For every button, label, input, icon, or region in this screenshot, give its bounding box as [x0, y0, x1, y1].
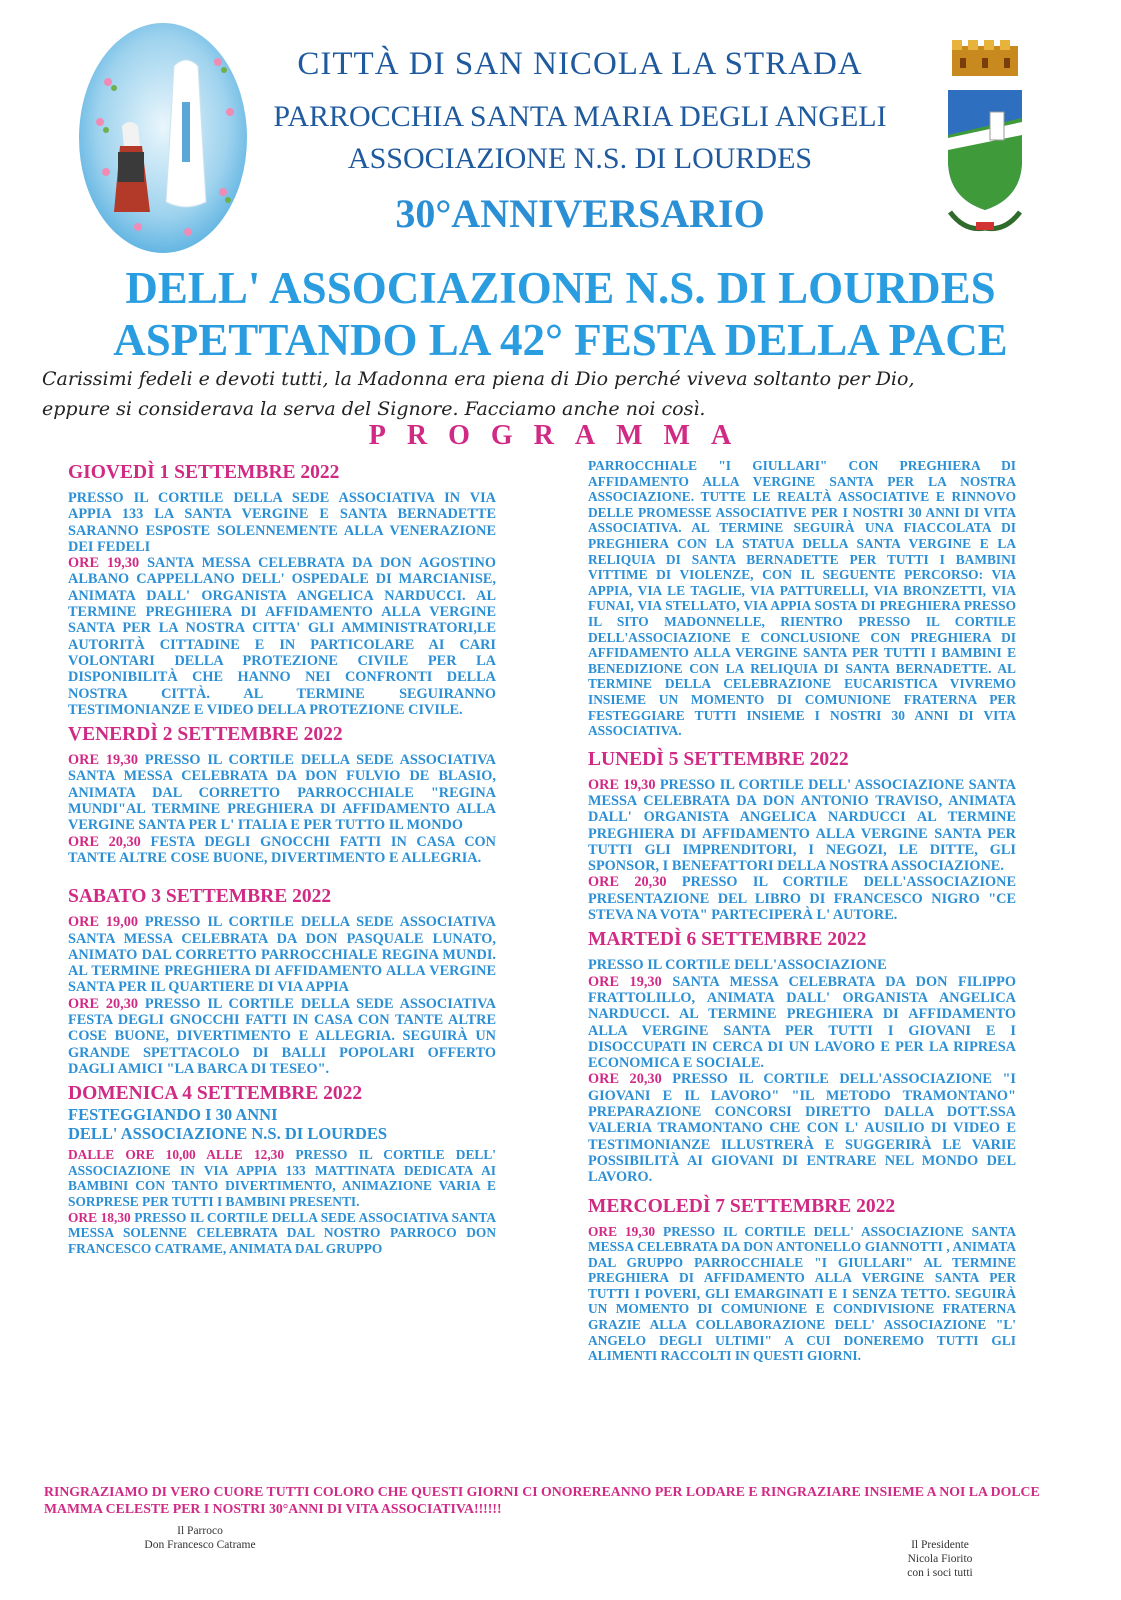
day5-text1: PRESSO IL CORTILE DELL' ASSOCIAZIONE SANTA MESSA CELEBRATA DA DON ANTONIO TRAVISO, ANIMATA DALL' ORGANISTA ANGELICA NARDUCCI AL TERMINE PREGHIERA DI AFFIDAMENTO ALLA VERGINE SANTA PER TUTTI GLI IMPRENDITORI, I NEGOZI, LE DITTE, GLI SPONSOR, I BENEFATTORI DELLA NOSTRA ASSOCIAZIONE.: [588, 776, 1016, 875]
day2-paragraph1: [68, 752, 496, 833]
intro-line2: eppure si considerava la serva del Signore. Facciamo anche noi così.: [42, 398, 706, 420]
parroco-signature-block: [135, 1524, 265, 1552]
day-title-martedi: MARTEDÌ 6 SETTEMBRE 2022: [588, 929, 867, 951]
day5-paragraph2: [588, 874, 1016, 923]
day4-time1: DALLE ORE 10,00 ALLE 12,30: [68, 1147, 285, 1163]
day5-text2: PRESSO IL CORTILE DELL'ASSOCIAZIONE PRESENTAZIONE DEL LIBRO DI FRANCESCO NIGRO "CE STEVA NA VOTA" PARTECIPERÀ L' AUTORE.: [588, 874, 1016, 924]
day-title-lunedi: LUNEDÌ 5 SETTEMBRE 2022: [588, 748, 849, 770]
day4-subtitle1: FESTEGGIANDO I 30 ANNI: [68, 1105, 278, 1125]
main-title-line2: ASPETTANDO LA 42° FESTA DELLA PACE: [113, 315, 1008, 365]
parroco-name: Don Francesco Catrame: [144, 1539, 256, 1551]
programma-heading: PROGRAMMA: [368, 420, 753, 451]
day6-text1: SANTA MESSA CELEBRATA DA DON FILIPPO FRATTOLILLO, ANIMATA DALL' ORGANISTA ANGELICA NARDUCCI. AL TERMINE PREGHIERA DI AFFIDAMENTO ALLA VERGINE SANTA PER TUTTI I GIOVANI E I DISOCCUPATI IN CERCA DI UN LAVORO E PER LA RIPRESA ECONOMICA E SOCIALE.: [588, 973, 1016, 1072]
day4-time2: ORE 18,30: [68, 1209, 131, 1225]
day-title-giovedi: GIOVEDÌ 1 SETTEMBRE 2022: [68, 462, 340, 483]
day5-paragraph1: [588, 777, 1016, 875]
day2-text2: FESTA DEGLI GNOCCHI FATTI IN CASA CON TANTE ALTRE COSE BUONE, DIVERTIMENTO E ALLEGRIA.: [68, 833, 496, 866]
left-column: [68, 462, 496, 1256]
madonna-lourdes-image: [78, 22, 248, 254]
day-title-mercoledi: MERCOLEDÌ 7 SETTEMBRE 2022: [588, 1195, 896, 1217]
day4-subtitle2: DELL' ASSOCIAZIONE N.S. DI LOURDES: [68, 1124, 388, 1144]
day2-text1: PRESSO IL CORTILE DELLA SEDE ASSOCIATIVA SANTA MESSA CELEBRATA DA DON FULVIO DE BLASIO, ANIMATA DAL CORRETTO PARROCCHIALE "REGINA MUNDI"AL TERMINE PREGHIERA DI AFFIDAMENTO ALLA VERGINE SANTA PER L' ITALIA E PER TUTTO IL MONDO: [68, 752, 496, 834]
day-title-domenica: DOMENICA 4 SETTEMBRE 2022: [68, 1083, 363, 1105]
day3-text1: PRESSO IL CORTILE DELLA SEDE ASSOCIATIVA SANTA MESSA CELEBRATA DA DON PASQUALE LUNATO, ANIMATO DAL CORRETTO PARROCCHIALE REGINA MUNDI. AL TERMINE PREGHIERA DI AFFIDAMENTO ALLA VERGINE SANTA PER IL QUARTIERE DI VIA APPIA: [68, 914, 496, 996]
day4-text1: PRESSO IL CORTILE DELL' ASSOCIAZIONE IN VIA APPIA 133 MATTINATA DEDICATA AI BAMBINI CON TANTO DIVERTIMENTO, ANIMAZIONE VARIA E SORPRESE PER TUTTI I BAMBINI PRESENTI.: [68, 1147, 496, 1209]
day7-time1: ORE 19,30: [588, 1223, 656, 1239]
day5-time1: ORE 19,30: [588, 776, 656, 793]
day6-time2: ORE 20,30: [588, 1071, 662, 1088]
parish-title: PARROCCHIA SANTA MARIA DEGLI ANGELI: [273, 100, 887, 133]
presidente-note: con i soci tutti: [907, 1567, 973, 1579]
parroco-role: Il Parroco: [177, 1525, 223, 1537]
right-column: [588, 458, 1016, 1364]
day3-paragraph2: [68, 996, 496, 1077]
day1-time2: ORE 19,30: [68, 555, 140, 572]
intro-line1: Carissimi fedeli e devoti tutti, la Madonna era piena di Dio perché viveva soltanto per Dio,: [42, 368, 915, 390]
coat-of-arms-image: [930, 40, 1040, 240]
day3-text2: PRESSO IL CORTILE DELLA SEDE ASSOCIATIVA FESTA DEGLI GNOCCHI FATTI IN CASA CON TANTE ALTRE COSE BUONE, DIVERTIMENTO E ALLEGRIA. SEGUIRÀ UN GRANDE SPETTACOLO DI BALLI POPOLARI OFFERTO DAGLI AMICI "LA BARCA DI TESEO".: [68, 995, 496, 1077]
association-title: ASSOCIAZIONE N.S. DI LOURDES: [347, 142, 813, 175]
city-title: CITTÀ DI SAN NICOLA LA STRADA: [297, 46, 863, 82]
day6-time1: ORE 19,30: [588, 973, 662, 990]
day1-text2: SANTA MESSA CELEBRATA DA DON AGOSTINO ALBANO CAPPELLANO DELL' OSPEDALE DI MARCIANISE, ANIMATA DALL' ORGANISTA ANGELICA NARDUCCI. AL TERMINE PREGHIERA DI AFFIDAMENTO ALLA VERGINE SANTA PER LA NOSTRA CITTA' GLI AMMINISTRATORI,LE AUTORITÀ CITTADINE E IN PARTICOLARE AI CARI VOLONTARI DELLA PROTEZIONE CIVILE PER LA DISPONIBILITÀ CHE HANNO NEI CONFRONTI DELLA NOSTRA CITTÀ. AL TERMINE SEGUIRANNO TESTIMONIANZE E VIDEO DELLA PROTEZIONE CIVILE.: [68, 555, 496, 718]
day7-text1: PRESSO IL CORTILE DELL' ASSOCIAZIONE SANTA MESSA CELEBRATA DA DON ANTONELLO GIANNOTTI , ANIMATA DAL GRUPPO PARROCCHIALE "I GIULLARI" AL TERMINE PREGHIERA DI AFFIDAMENTO ALLA VERGINE SANTA PER TUTTI I POVERI, GLI EMARGINATI E I SENZA TETTO. SEGUIRÀ UN MOMENTO DI COMUNIONE E CONDIVISIONE FRATERNA GRAZIE ALLA COLLABORAZIONE DELL' ASSOCIAZIONE "L' ANGELO DEGLI ULTIMI" A CUI DONEREMO TUTTI GLI ALIMENTI RACCOLTI IN QUESTI GIORNI.: [588, 1223, 1017, 1364]
thanks-footer: RINGRAZIAMO DI VERO CUORE TUTTI COLORO CHE QUESTI GIORNI CI ONOREREANNO PER LODARE E RINGRAZIARE INSIEME A NOI LA DOLCE MAMMA CELESTE PER I NOSTRI 30°ANNI DI VITA ASSOCIATIVA!!!!!!: [44, 1484, 1040, 1516]
anniversary-title: 30°ANNIVERSARIO: [395, 191, 765, 236]
main-title-line1: DELL' ASSOCIAZIONE N.S. DI LOURDES: [125, 263, 996, 313]
day7-paragraph1: [588, 1224, 1016, 1364]
day1-paragraph2: [68, 555, 496, 718]
day3-time1: ORE 19,00: [68, 914, 139, 931]
day4-text2: PRESSO IL CORTILE DELLA SEDE ASSOCIATIVA SANTA MESSA SOLENNE CELEBRATA DAL NOSTRO PARROCO DON FRANCESCO CATRAME, ANIMATA DAL GRUPPO: [68, 1209, 496, 1256]
day-title-sabato: SABATO 3 SETTEMBRE 2022: [68, 886, 332, 908]
day5-time2: ORE 20,30: [588, 874, 667, 891]
day4-continuation: PARROCCHIALE "I GIULLARI" CON PREGHIERA DI AFFIDAMENTO ALLA VERGINE SANTA PER LA NOSTRA ASSOCIAZIONE. TUTTE LE REALTÀ ASSOCIATIVE E RINNOVO DELLE PROMESSE ASSOCIATIVE PER I NOSTRI 30 ANNI DI VITA ASSOCIATIVA. AL TERMINE SEGUIRÀ UNA FIACCOLATA DI PREGHIERA CON LA STATUA DELLA SANTA VERGINE E LA RELIQUIA DI SANTA BERNADETTE PER TUTTI I BAMBINI VITTIME DI VIOLENZE, CON IL SEGUENTE PERCORSO: VIA APPIA, VIA LE TAGLIE, VIA PATTURELLI, VIA BRONZETTI, VIA FUNAI, VIA STELLATO, VIA APPIA SOSTA DI PREGHIERA PRESSO IL SITO MADONNELLE, RIENTRO PRESSO IL CORTILE DELL'ASSOCIAZIONE E CONCLUSIONE CON PREGHIERA DI AFFIDAMENTO ALLA VERGINE SANTA PER TUTTI I BAMBINI E BENEDIZIONE CON LA RELIQUIA DI SANTA BERNADETTE. AL TERMINE DELLA CELEBRAZIONE EUCARISTICA VIVREMO INSIEME UN MOMENTO DI COMUNIONE FRATERNA PER FESTEGGIARE TUTTI INSIEME I NOSTRI 30 ANNI DI VITA ASSOCIATIVA.: [588, 458, 1016, 739]
presidente-role: Il Presidente: [911, 1539, 969, 1551]
day1-paragraph1: PRESSO IL CORTILE DELLA SEDE ASSOCIATIVA IN VIA APPIA 133 LA SANTA VERGINE E SANTA BERNADETTE SARANNO ESPOSTE SOLENNEMENTE ALLA VENERAZIONE DEI FEDELI: [68, 490, 496, 555]
day2-time2: ORE 20,30: [68, 833, 141, 850]
day4-paragraph1: [68, 1147, 496, 1209]
day6-paragraph1: [588, 974, 1016, 1072]
day2-paragraph2: [68, 834, 496, 867]
presidente-name: Nicola Fiorito: [907, 1553, 973, 1565]
day6-paragraph2: [588, 1071, 1016, 1185]
day6-paragraph0: PRESSO IL CORTILE DELL'ASSOCIAZIONE: [588, 957, 887, 974]
day-title-venerdi: VENERDÌ 2 SETTEMBRE 2022: [68, 724, 343, 746]
day4-paragraph2: [68, 1210, 496, 1257]
day3-time2: ORE 20,30: [68, 995, 139, 1012]
day2-time1: ORE 19,30: [68, 752, 139, 769]
presidente-signature-block: [880, 1538, 1000, 1580]
day6-text2: PRESSO IL CORTILE DELL'ASSOCIAZIONE "I GIOVANI E IL LAVORO" "IL METODO TRAMONTANO" PREPARAZIONE CONCORSI DIRETTO DALLA DOTT.SSA VALERIA TRAMONTANO CHE CON L' AUSILIO DI VIDEO E TESTIMONIANZE ILLUSTRERÀ E SUGGERIRÀ LE VARIE POSSIBILITÀ AI GIOVANI DI ENTRARE NEL MONDO DEL LAVORO.: [588, 1071, 1016, 1186]
day3-paragraph1: [68, 914, 496, 995]
